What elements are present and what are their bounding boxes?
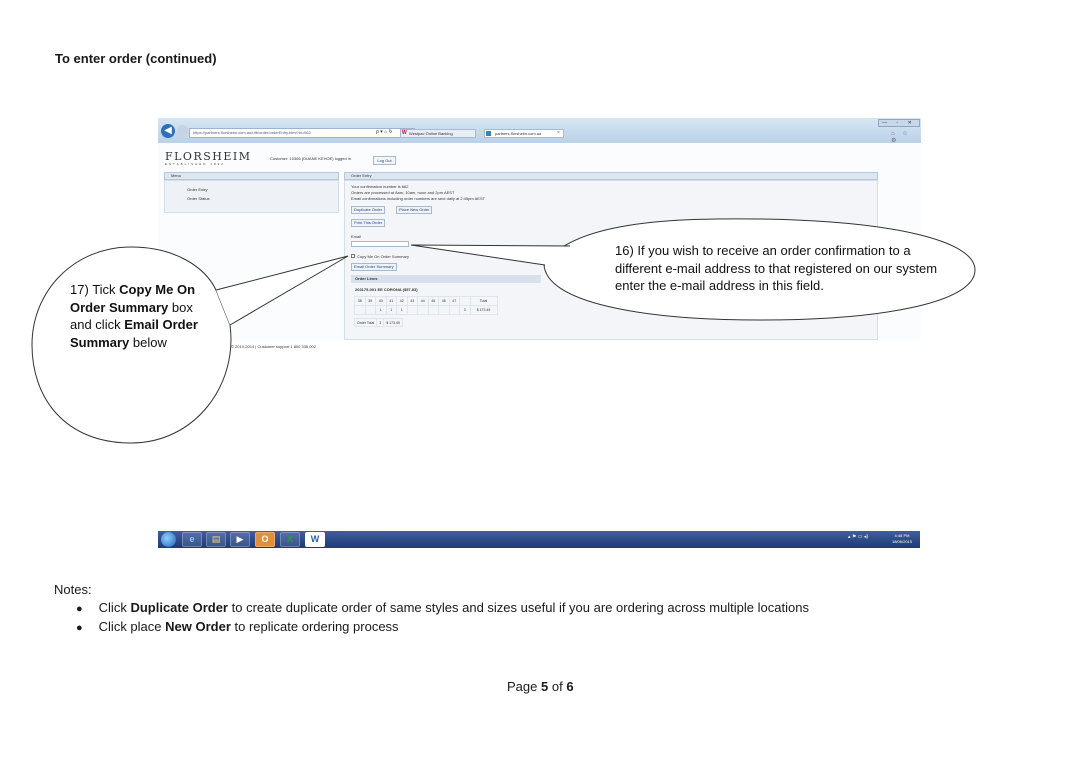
order-entry-title: Order Entry (344, 172, 878, 180)
note-item (76, 600, 809, 615)
order-total-amount: $ 173.49 (384, 319, 403, 327)
windows-taskbar (158, 531, 920, 548)
clock-time: 4:48 PM (894, 533, 910, 538)
home-favorites-settings-icons[interactable]: ⌂ ☆ ⚙ (891, 131, 911, 144)
order-lines-title: Order Lines (351, 275, 541, 283)
start-button-icon[interactable] (161, 532, 176, 547)
callout-17-copy-me: Copy Me On Order Summary (70, 282, 196, 315)
line-qty-total: 3 (460, 306, 471, 315)
back-arrow-icon[interactable]: ◀ (161, 124, 175, 138)
size-cell: 42 (397, 297, 408, 306)
menu-title: Menu (164, 172, 339, 180)
callout-17-number: 17) (70, 282, 89, 297)
page-prefix: Page (507, 679, 538, 694)
menu-item-order-entry[interactable]: Order Entry (187, 187, 208, 192)
taskbar-clock[interactable] (888, 533, 916, 545)
logout-button[interactable]: Log Out (373, 156, 396, 165)
outlook-icon[interactable]: O (255, 532, 275, 547)
browser-tab-westpac[interactable]: Westpac Online Banking (400, 129, 476, 138)
callout-17-mid: box and click (70, 299, 193, 332)
menu-item-order-status[interactable]: Order Status (187, 196, 210, 201)
confirmation-number: Your confirmation number is 662 (351, 184, 409, 189)
florsheim-logo: FLORSHEIM (165, 150, 252, 163)
qty-cell[interactable]: 1 (397, 306, 408, 315)
order-total-qty: 3 (377, 319, 384, 327)
size-cell: 43 (407, 297, 418, 306)
callout-17-post: below (132, 334, 167, 350)
qty-cell[interactable]: 1 (376, 306, 387, 315)
size-cell: 45 (428, 297, 439, 306)
size-cell: 44 (418, 297, 429, 306)
callout-17-email-summary: Email Order Summary (70, 317, 198, 350)
bullet-icon: ● (76, 622, 83, 634)
size-cell: 38 (355, 297, 366, 306)
place-new-order-button[interactable]: Place New Order (396, 206, 432, 214)
callout-17-pointer (216, 256, 348, 325)
email-schedule: Email confirmations including order numbers are sent daily at 2:45pm AEST (351, 196, 486, 201)
page-total: 6 (566, 679, 574, 694)
order-total-label: Order Total (355, 319, 377, 327)
callout-16-text (615, 242, 945, 295)
duplicate-order-button[interactable]: Duplicate Order (351, 206, 385, 214)
internet-explorer-icon[interactable]: e (182, 532, 202, 547)
processing-times: Orders are processed at 8am, 10am, noon and 2pm AEST (351, 190, 455, 195)
note-pre: Click place (98, 619, 162, 634)
size-cell: 47 (449, 297, 460, 306)
notes-label: Notes: (54, 582, 92, 597)
product-line: 203175-001 EE CORONA ($57.83) (355, 287, 418, 292)
search-icon[interactable]: ρ ▾ ⌂ ↻ (376, 129, 393, 135)
callout-16-body: If you wish to receive an order confirmation to a different e-mail address to that registered on our system enter the e-mail address in this field. (615, 243, 938, 293)
note-post: to replicate ordering process (234, 619, 399, 634)
note-bold: New Order (165, 619, 231, 634)
copy-me-label: Copy Me On Order Summary (357, 254, 410, 259)
note-post: to create duplicate order of same styles and sizes useful if you are ordering across multiple locations (231, 600, 809, 615)
qty-cell[interactable]: 1 (386, 306, 397, 315)
word-icon[interactable]: W (305, 532, 325, 547)
page-of: of (551, 679, 563, 694)
total-header: Total (470, 297, 497, 306)
media-player-icon[interactable]: ▶ (230, 532, 250, 547)
callout-17-text (70, 281, 210, 351)
address-bar[interactable]: https://partners.florsheim.com.au/ufb/order/orderEntry.html?id=662 (189, 128, 415, 138)
page-current: 5 (541, 679, 549, 694)
page-number (507, 679, 574, 694)
browser-tab-florsheim[interactable]: partners.florsheim.com.au (484, 129, 564, 138)
print-order-button[interactable]: Print This Order (351, 219, 385, 227)
callout-17-pre: Tick (92, 282, 116, 297)
clock-date: 18/06/2015 (891, 539, 913, 544)
size-cell: 41 (386, 297, 397, 306)
system-tray-icons[interactable]: ▴ ⚑ ▭ ◂) (848, 534, 869, 540)
size-cell: 40 (376, 297, 387, 306)
site-footer: © 2010-2014 | Customer support 1 800 335 002 (231, 344, 316, 349)
page-heading: To enter order (continued) (55, 51, 217, 66)
bullet-icon: ● (76, 603, 83, 615)
customer-status: Customer: 10366 (DUANE KEHOE) logged in (270, 156, 351, 161)
note-item (76, 619, 399, 634)
file-explorer-icon[interactable]: ▤ (206, 532, 226, 547)
logo-subtitle: ESTABLISHED 1892 (165, 162, 225, 166)
excel-icon[interactable]: X (280, 532, 300, 547)
line-amount: $ 173.49 (470, 306, 497, 315)
email-order-summary-button[interactable]: Email Order Summary (351, 263, 397, 271)
note-bold: Duplicate Order (130, 600, 228, 615)
window-controls[interactable]: — ▫ ✕ (878, 119, 920, 127)
note-pre: Click (98, 600, 127, 615)
close-tab-icon[interactable]: × (557, 130, 560, 136)
size-cell: 46 (439, 297, 450, 306)
westpac-logo-icon: W (402, 130, 407, 136)
callout-16-number: 16) (615, 243, 634, 258)
size-cell: 39 (365, 297, 376, 306)
callout-16-pointer (411, 245, 570, 265)
email-label: Email (351, 234, 362, 239)
